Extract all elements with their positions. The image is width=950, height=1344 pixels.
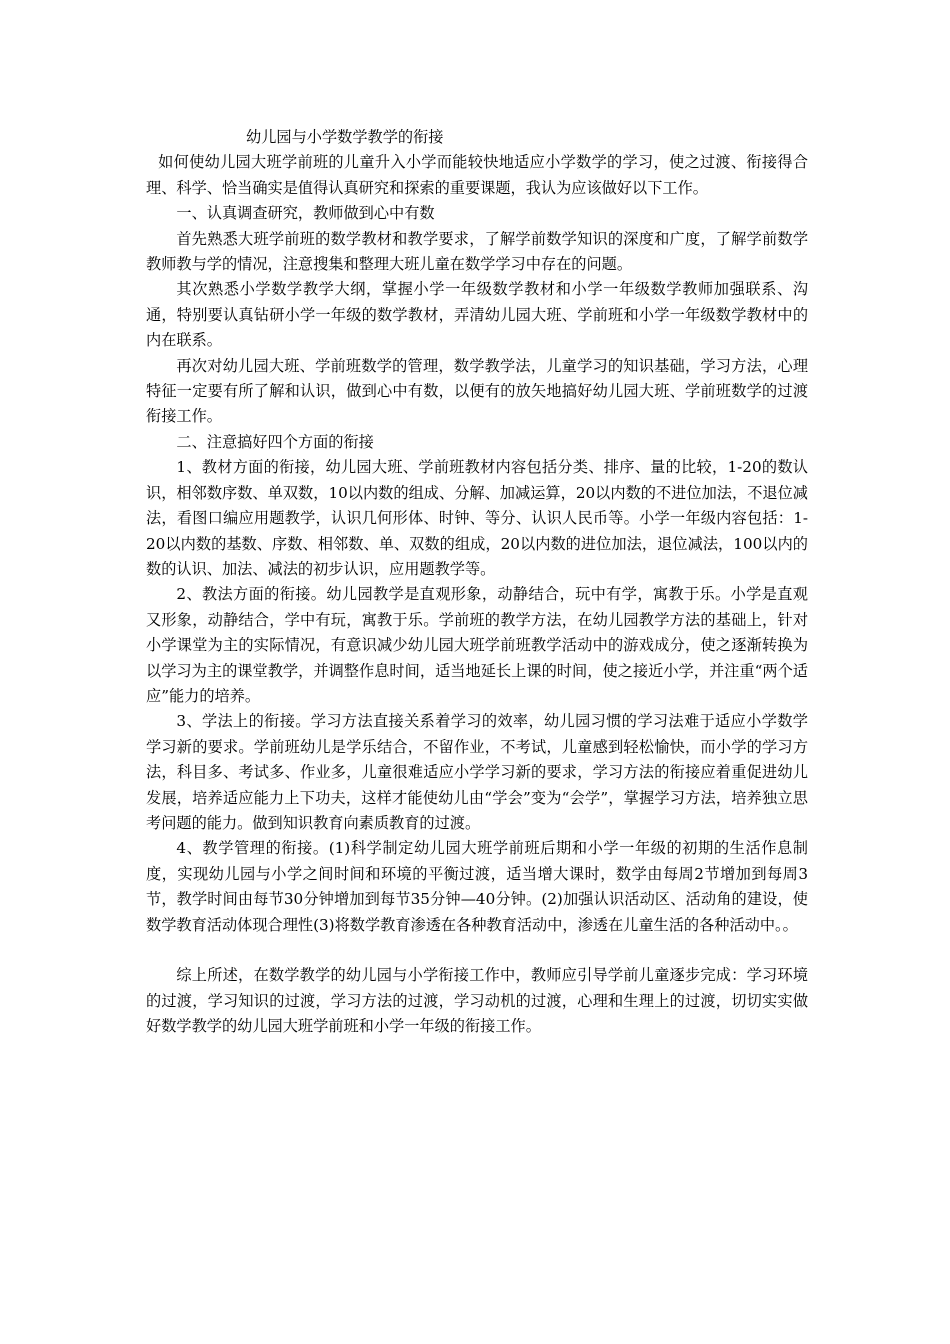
section-2-paragraph-1: 1、教材方面的衔接，幼儿园大班、学前班教材内容包括分类、排序、量的比较，1-20的数认识，相邻数序数、单双数，10以内数的组成、分解、加减运算，20以内数的不进位加法，不退位减法，看图口编应用题教学，认识几何形体、时钟、等分、认识人民币等。小学一年级内容包括：1-20以内数的基数、序数、相邻数、单、双数的组成，20以内数的进位加法，退位减法，100以内的数的认识、加法、减法的初步认识，应用题教学等。 [146,458,808,578]
section-2-heading: 二、注意搞好四个方面的衔接 [176,432,374,451]
document-body [146,125,808,1040]
document-title: 幼儿园与小学数学教学的衔接 [246,128,444,146]
section-1-paragraph-1: 首先熟悉大班学前班的数学教材和教学要求，了解学前数学知识的深度和广度，了解学前数学教师教与学的情况，注意搜集和整理大班儿童在数学学习中存在的问题。 [146,229,808,274]
section-2-paragraph-4: 4、教学管理的衔接。(1)科学制定幼儿园大班学前班后期和小学一年级的初期的生活作息制度，实现幼儿园与小学之间时间和环境的平衡过渡，适当增大课时，数学由每周2节增加到每周3节，教学时间由每节30分钟增加到每节35分钟—40分钟。(2)加强认识活动区、活动角的建设，使数学教育活动体现合理性(3)将数学教育渗透在各种教育活动中，渗透在儿童生活的各种活动中。。 [146,839,808,934]
section-1-paragraph-3: 再次对幼儿园大班、学前班数学的管理，数学教学法，儿童学习的知识基础，学习方法，心理特征一定要有所了解和认识，做到心中有数，以便有的放矢地搞好幼儿园大班、学前班数学的过渡衔接工作。 [146,356,808,426]
conclusion-paragraph: 综上所述，在数学教学的幼儿园与小学衔接工作中，教师应引导学前儿童逐步完成：学习环境的过渡，学习知识的过渡，学习方法的过渡，学习动机的过渡，心理和生理上的过渡，切切实实做好数学教学的幼儿园大班学前班和小学一年级的衔接工作。 [146,966,808,1036]
section-2-paragraph-3: 3、学法上的衔接。学习方法直接关系着学习的效率，幼儿园习惯的学习法难于适应小学数学学习新的要求。学前班幼儿是学乐结合，不留作业，不考试，儿童感到轻松愉快，而小学的学习方法，科目多、考试多、作业多，儿童很难适应小学学习新的要求，学习方法的衔接应着重促进幼儿发展，培养适应能力上下功夫，这样才能使幼儿由“学会”变为“会学”，掌握学习方法，培养独立思考问题的能力。做到知识教育向素质教育的过渡。 [146,712,808,832]
section-1-paragraph-2: 其次熟悉小学数学教学大纲，掌握小学一年级数学教材和小学一年级数学教师加强联系、沟通，特别要认真钻研小学一年级的数学教材，弄清幼儿园大班、学前班和小学一年级数学教材中的内在联系。 [146,280,808,350]
intro-paragraph: 如何使幼儿园大班学前班的儿童升入小学而能较快地适应小学数学的学习，使之过渡、衔接得合理、科学、恰当确实是值得认真研究和探索的重要课题，我认为应该做好以下工作。 [146,153,808,197]
section-2-paragraph-2: 2、教法方面的衔接。幼儿园教学是直观形象，动静结合，玩中有学，寓教于乐。小学是直观又形象，动静结合，学中有玩，寓教于乐。学前班的教学方法，在幼儿园教学方法的基础上，针对小学课堂为主的实际情况，有意识减少幼儿园大班学前班教学活动中的游戏成分，使之逐渐转换为以学习为主的课堂教学，并调整作息时间，适当地延长上课的时间，使之接近小学，并注重“两个适应”能力的培养。 [146,585,808,705]
section-1-heading: 一、认真调查研究，教师做到心中有数 [176,204,435,223]
blank-line [146,938,808,963]
